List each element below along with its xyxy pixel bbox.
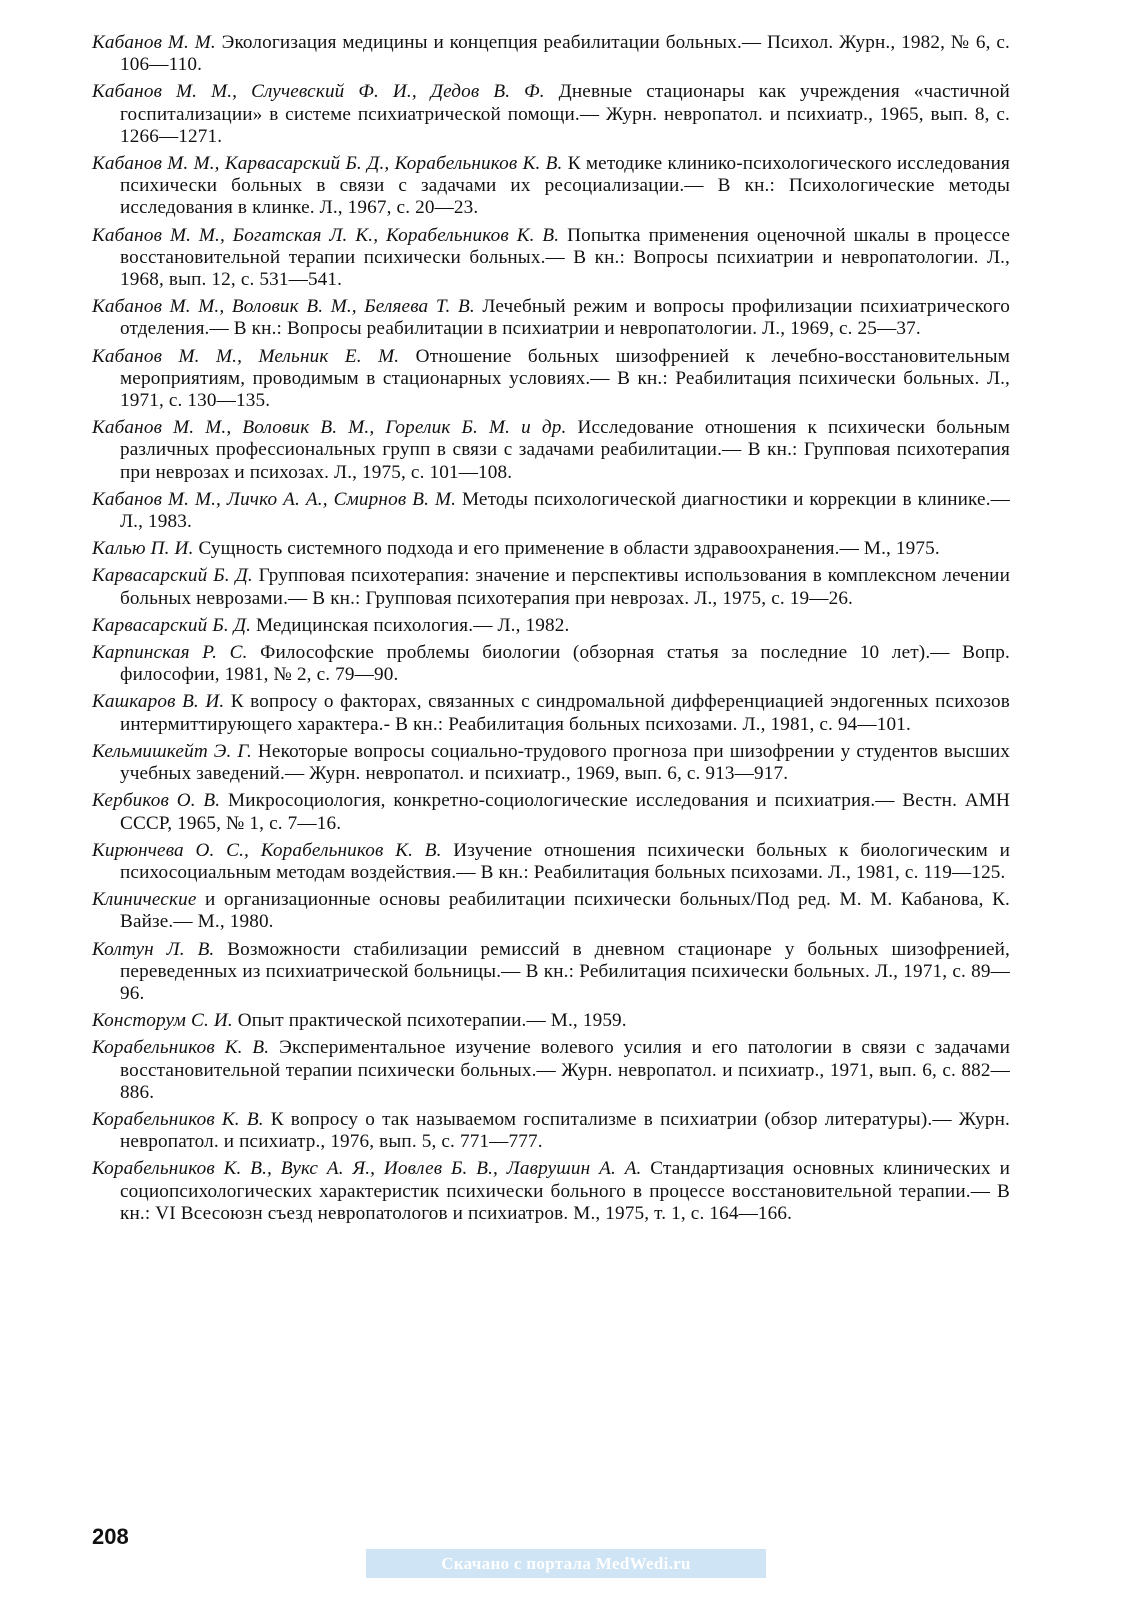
reference-author: Кабанов М. М., Мельник Е. М. bbox=[92, 345, 400, 367]
reference-entry bbox=[92, 615, 1010, 637]
reference-author: Консторум С. И. bbox=[92, 1010, 233, 1032]
reference-text: Экспериментальное изучение волевого усилия и его патологии в связи с задачами восстановительной терапии психически больных.— Журн. невропатол. и психиатр., 1971, вып. 6, с. 882—886. bbox=[120, 1037, 1010, 1103]
reference-text: Методы психологической диагностики и коррекции в клинике.—Л., 1983. bbox=[120, 488, 1010, 533]
reference-author: Корабельников К. В., Вукс А. Я., Иовлев Б. В., Лаврушин А. А. bbox=[92, 1158, 642, 1180]
reference-author: Клинические bbox=[92, 889, 197, 911]
reference-text: Попытка применения оценочной шкалы в процессе восстановительной терапии психически больных.— В кн.: Вопросы психиатрии и невропатологии. Л., 1968, вып. 12, с. 531—541. bbox=[120, 224, 1010, 291]
reference-author: Кабанов М. М., Карвасарский Б. Д., Корабельников К. В. bbox=[92, 153, 563, 175]
reference-text: Экологизация медицины и концепция реабилитации больных.— Психол. Журн., 1982, № 6, с. 106—110. bbox=[120, 32, 1011, 76]
reference-text: Философские проблемы биологии (обзорная статья за последние 10 лет).— Вопр. философии, 1981, № 2, с. 79—90. bbox=[120, 642, 1010, 686]
reference-text: и организационные основы реабилитации психически больных/Под ред. М. М. Кабанова, К. Вайзе.— М., 1980. bbox=[120, 889, 1010, 933]
reference-author: Кабанов М. М., Воловик В. М., Беляева Т. В. bbox=[92, 296, 475, 318]
reference-author: Кирюнчева О. С., Корабельников К. В. bbox=[92, 839, 442, 861]
reference-text: Возможности стабилизации ремиссий в дневном стационаре у больных шизофренией, переведенных из психиатрической больницы.— В кн.: Ребилитация психически больных. Л., 1971, с. 89—96. bbox=[120, 938, 1011, 1004]
reference-author: Калью П. И. bbox=[92, 538, 194, 560]
reference-author: Кабанов М. М., Личко А. А., Смирнов В. М. bbox=[92, 488, 457, 510]
reference-text: Изучение отношения психически больных к биологическим и психосоциальным методам воздействия.— В кн.: Реабилитация больных психозами. Л., 1981, с. 119—125. bbox=[120, 839, 1011, 883]
reference-author: Кабанов М. М. bbox=[92, 32, 216, 53]
reference-entry bbox=[92, 1037, 1010, 1104]
reference-author: Корабельников К. В. bbox=[92, 1037, 270, 1059]
reference-author: Кербиков О. В. bbox=[92, 790, 221, 812]
reference-author: Карпинская Р. С. bbox=[92, 642, 248, 664]
reference-entry bbox=[92, 840, 1010, 884]
reference-entry bbox=[92, 225, 1010, 292]
reference-text: Некоторые вопросы социально-трудового прогноза при шизофрении у студентов высших учебных заведений.— Журн. невропатол. и психиатр., 1969, вып. 6, с. 913—917. bbox=[120, 740, 1010, 785]
reference-entry bbox=[92, 81, 1010, 148]
reference-entry bbox=[92, 489, 1010, 533]
reference-author: Корабельников К. В. bbox=[92, 1108, 264, 1130]
reference-author: Кельмишкейт Э. Г. bbox=[92, 740, 252, 762]
reference-entry bbox=[92, 346, 1010, 413]
reference-text: К методике клинико-психологического исследования психически больных в связи с задачами их ресоциализации.— В кн.: Психологические методы исследования в клинке. Л., 1967, с. 20—23. bbox=[120, 153, 1010, 219]
reference-entry bbox=[92, 153, 1010, 220]
reference-text: К вопросу о так называемом госпитализме в психиатрии (обзор литературы).— Журн. невропатол. и психиатр., 1976, вып. 5, с. 771—777. bbox=[120, 1108, 1011, 1153]
reference-entry bbox=[92, 1109, 1010, 1153]
reference-text: Отношение больных шизофренией к лечебно-восстановительным мероприятиям, проводимым в стационарных условиях.— В кн.: Реабилитация психически больных. Л., 1971, с. 130—135. bbox=[120, 345, 1010, 412]
reference-entry bbox=[92, 417, 1010, 484]
watermark-banner: Скачано с портала MedWedi.ru bbox=[366, 1549, 766, 1578]
reference-list bbox=[92, 32, 1010, 1230]
reference-text: Медицинская психология.— Л., 1982. bbox=[251, 614, 570, 636]
reference-entry bbox=[92, 642, 1010, 686]
reference-text: Групповая психотерапия: значение и перспективы использования в комплексном лечении больных неврозами.— В кн.: Групповая психотерапия при неврозах. Л., 1975, с. 19—26. bbox=[120, 565, 1010, 609]
reference-entry bbox=[92, 296, 1010, 340]
reference-entry bbox=[92, 790, 1010, 834]
reference-entry bbox=[92, 1010, 1010, 1032]
reference-entry bbox=[92, 1158, 1010, 1225]
page-number: 208 bbox=[92, 1524, 129, 1549]
reference-text: Лечебный режим и вопросы профилизации психиатрического отделения.— В кн.: Вопросы реабилитации в психиатрии и невропатологии. Л., 1969, с. 25—37. bbox=[120, 296, 1010, 340]
reference-entry bbox=[92, 565, 1010, 609]
reference-text: Сущность системного подхода и его применение в области здравоохранения.— М., 1975. bbox=[193, 538, 940, 560]
reference-entry bbox=[92, 939, 1010, 1006]
reference-entry bbox=[92, 32, 1010, 76]
reference-author: Карвасарский Б. Д. bbox=[92, 565, 253, 587]
reference-author: Карвасарский Б. Д. bbox=[92, 614, 252, 636]
reference-entry bbox=[92, 538, 1010, 560]
reference-entry bbox=[92, 741, 1010, 785]
reference-text: К вопросу о факторах, связанных с синдромальной дифференциацией эндогенных психозов интермиттирующего характера.- В кн.: Реабилитация больных психозами. Л., 1981, с. 94—101. bbox=[120, 691, 1010, 735]
reference-text: Опыт практической психотерапии.— М., 1959. bbox=[232, 1010, 627, 1032]
reference-author: Кабанов М. М., Богатская Л. К., Корабельников К. В. bbox=[92, 224, 560, 246]
reference-author: Кабанов М. М., Воловик В. М., Горелик Б. М. и др. bbox=[92, 417, 567, 439]
reference-author: Кабанов М. М., Случевский Ф. И., Дедов В. Ф. bbox=[92, 81, 545, 103]
reference-text: Дневные стационары как учреждения «частичной госпитализации» в системе психиатрической помощи.— Журн. невропатол. и психиатр., 1965, вып. 8, с. 1266—1271. bbox=[120, 81, 1010, 147]
reference-text: Микросоциология, конкретно-социологические исследования и психиатрия.— Вестн. АМН СССР, 1965, № 1, с. 7—16. bbox=[120, 790, 1010, 834]
reference-author: Колтун Л. В. bbox=[92, 938, 215, 960]
reference-entry bbox=[92, 889, 1010, 933]
reference-text: Стандартизация основных клинических и социопсихологических характеристик психически больного в процессе восстановительной терапии.— В кн.: VI Всесоюзн съезд невропатологов и психиатров. М., 1975, т. 1, с. 164—166. bbox=[120, 1158, 1010, 1224]
reference-entry bbox=[92, 691, 1010, 735]
reference-author: Кашкаров В. И. bbox=[92, 691, 225, 713]
reference-text: Исследование отношения к психически больным различных профессиональных групп в связи с задачами реабилитации.— В кн.: Групповая психотерапия при неврозах и психозах. Л., 1975, с. 101—108. bbox=[120, 417, 1010, 483]
